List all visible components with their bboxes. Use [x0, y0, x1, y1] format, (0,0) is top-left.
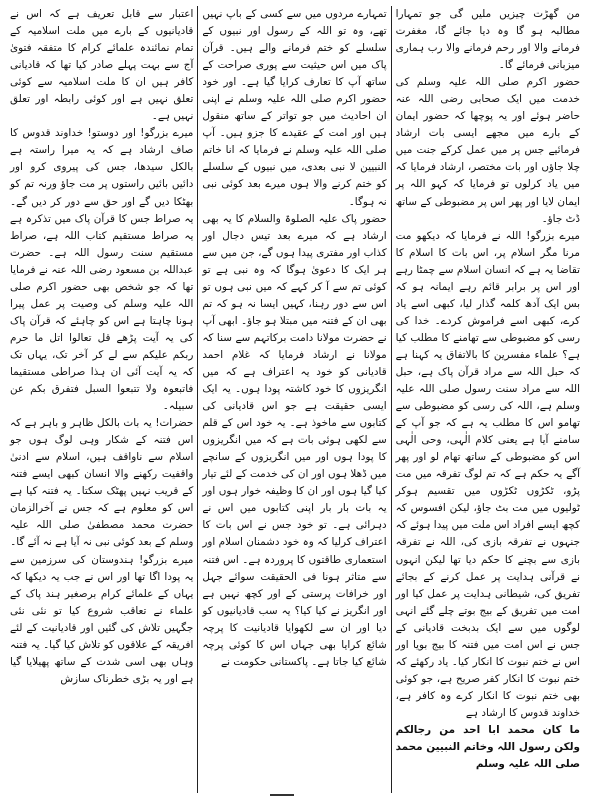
- paragraph: میرے بزرگو! اور دوستو! خداوند قدوس کا صاف ارشاد ہے کہ یہ میرا راستہ ہے بالکل سیدھا، جس کی پیروی کرو اور دائیں بائیں راستوں پر مت جاؤ ورنہ تم کو بھٹکا دیں گے اور حق سے دور کر دیں گے۔ یہ صراط جس کا قرآن پاک میں تذکرہ ہے یہ صراط مستقیم کتاب اللہ ہے، صراط مستقیم سنت رسول اللہ ہے۔ حضرت عبداللہ بن مسعود رضی اللہ عنہ نے فرمایا تھا کہ جو شخص بھی حضور اکرم صلی اللہ علیہ وسلم کی وصیت پر عمل پیرا ہونا چاہتا ہے اس کو چاہئے کہ قرآن پاک کی یہ آیت پڑھے قل تعالوا اتل ما حرم ربکم علیکم سے لے کر آخر تک، یہاں تک کہ یہ آیت آئی ان ہذا صراطی مستقیما فاتبعوہ ولا تتبعوا السبل فتفرق بکم عن سبیلہ۔: [10, 127, 194, 413]
- text-column-left: [6, 6, 197, 793]
- paragraph: حضور اکرم صلی اللہ علیہ وسلم کی خدمت میں ایک صحابی رضی اللہ عنہ حاضر ہوئے اور یہ پوچھا کہ حضور ایمان کے بارے میں مجھے ایسی بات ارشاد فرمائیے جس پر میں عمل کرکے جنت میں چلا جاؤں اور بات مختصر، ارشاد فرمایا کہ میں یاد کرلوں تو فرمایا کہ کہو اللہ پر ایمان لایا اور پھر اس پر مضبوطی کے ساتھ ڈٹ جاؤ۔: [395, 76, 580, 225]
- paragraph: میرے بزرگو! ہندوستان کی سرزمین سے یہ پودا اگا تھا اور اس نے جب یہ دیکھا کہ یہاں کے علمائے کرام برصغیر ہند پاک کے علماء نے تعاقب شروع کیا تو نئی نئی جگہیں تلاش کی گئیں اور قادیانیت کے لئے افریقہ کے علاقوں کو تلاش کیا گیا۔ یہ فتنہ وہاں بھی اسی شدت کے ساتھ پھیلایا گیا ہے اور یہ بڑی خطرناک سازش: [10, 553, 194, 685]
- paragraph: میرے بزرگو! اللہ نے فرمایا کہ دیکھو مت مرنا مگر اسلام پر، اس بات کا اسلام کا تقاضا یہ ہے کہ انسان اسلام سے چمٹا رہے اور اس پر برابر قائم رہے ایمانہ ہو کہ بس ایک آدھ کلمہ گذار لیا، کبھی اسے یاد کرے، کبھی اسے فراموش کردے۔ خدا کی رسی کو مضبوطی سے تھامنے کا مطلب کیا ہے؟ علماء مفسرین کا بالاتفاق یہ کہنا ہے کہ حبل اللہ سے مراد قرآن پاک ہے، حبل اللہ سے مراد سنت رسول صلی اللہ علیہ وسلم ہے، اللہ کی رسی کو مضبوطی سے تھامو اس کا مطلب یہ ہے کہ جو آپ کے سامنے آیا ہے یعنی کلام الٰہی، وحی الٰہی اس کو مضبوطی کے ساتھ تھام لو اور پھر آگے یہ حکم ہے کہ تم لوگ تفرقہ میں مت پڑو، ٹکڑوں ٹکڑوں میں تقسیم ہوکر ٹولیوں میں مت بٹ جاؤ، لیکن افسوس کہ کچھ ایسے افراد اس ملت میں پیدا ہوئے کہ جنہوں نے تفرقہ بازی کی، اللہ نے تفرقہ بازی سے بچنے کا حکم دیا تھا لیکن انہوں نے قرآنی ہدایت پر عمل کرنے کے بجائے تفریق کی، شیطانی ہدایت پر عمل کیا اور امت میں تفریق کے بیج بوتے چلے گئے انہی لوگوں میں سے ایک بدبخت قادیانی کے جس نے اس امت میں فتنہ کا بیج بویا اور اس نے ختم نبوت کا انکار کیا۔ یاد رکھئے کہ ختم نبوت کا انکار کفر صریح ہے، جو کوئی بھی ختم نبوت کا انکار کرے وہ کافر ہے، خداوند قدوس کا ارشاد ہے: [395, 229, 580, 719]
- page-footer-mark: [270, 786, 294, 796]
- paragraph: حضور پاک علیہ الصلوۃ والسلام کا یہ بھی ارشاد ہے کہ میرے بعد تیس دجال اور کذاب اور مفتری پیدا ہوں گے، جن میں سے ہر ایک کا دعویٰ ہوگا کہ وہ نبی ہے تو کوئی تم سے آ کر کہے کہ میں نبی ہوں تو اس سے دور رہنا، کہیں ایسا نہ ہو کہ تم بھی ان کے فتنہ میں مبتلا ہو جاؤ۔ ابھی آپ نے حضرت مولانا دامت برکاتہم سے سنا کہ مولانا نے ارشاد فرمایا کہ غلام احمد قادیانی کو خود یہ اعتراف ہے کہ میں انگریزوں کا خود کاشتہ پودا ہوں۔ یہ ایک ایسی حقیقت ہے جو اس قادیانی کی کتابوں سے ماخوذ ہے۔ یہ خود اس کے قلم سے لکھی ہوئی بات ہے کہ میں انگریزوں کا پودا ہوں اور میں انگریزوں کے سانچے میں ڈھلا ہوں اور ان کی خدمت کے لئے تیار کیا گیا ہوں اور ان کا وظیفہ خوار ہوں اور یہ بات بار بار اپنی کتابوں میں اس نے دہرائی ہے۔ تو خود جس نے اس بات کا اعتراف کرلیا کہ وہ خود دشمنان اسلام اور استعماری طاقتوں کا پروردہ ہے۔ اس فتنہ سے متاثر ہونا فی الحقیقت سوائے جہل اور خرافات پرستی کے اور کچھ نہیں ہے اور انگریز نے کیا کیا؟ یہ سب قادیانیوں کو دیا اور ان سے لکھوایا قادیانیت کا پرچہ شائع کرایا بھی جہاں اس کا کوئی پرچہ شائع کیا جاتا ہے۔ پاکستانی حکومت نے: [202, 212, 387, 668]
- paragraph: حضرات! یہ بات بالکل ظاہر و باہر ہے کہ اس فتنہ کے شکار وہی لوگ ہوں جو اسلام سے ناواقف ہیں، اسلام سے ادنیٰ واقفیت رکھنے والا انسان کبھی ایسے فتنہ کے قریب نہیں پھٹک سکتا۔ یہ فتنہ کیا ہے اس کو معلوم ہے کہ جس نے آخرالزمان حضرت محمد مصطفیٰ صلی اللہ علیہ وسلم کے بعد کوئی نبی نہ آیا ہے نہ آئے گا۔: [10, 417, 194, 549]
- paragraph: من گھڑت چیزیں ملیں گی جو تمہارا مطالبہ ہو گا وہ دیا جائے گا، مغفرت فرمانے والا اور رحم فرمانے والا رب ہماری میزبانی فرمائے گا۔: [395, 8, 580, 72]
- paragraph: تمہارے مردوں میں سے کسی کے باپ نہیں تھے، وہ تو اللہ کے رسول اور نبیوں کے سلسلے کو ختم فرمانے والے ہیں۔ قرآن پاک میں اس حیثیت سے پوری صراحت کے ساتھ آپ کا تعارف کرایا گیا ہے۔ اور خود حضور اکرم صلی اللہ علیہ وسلم نے اپنی ان احادیث میں جو تواتر کے ساتھ منقول ہیں اور امت کے عقیدے کا جزو ہیں۔ آپ صلی اللہ علیہ وسلم نے فرمایا کہ انا خاتم النبیین لا نبی بعدی، میں نبیوں کے سلسلے کو ختم کرنے والا ہوں میرے بعد کوئی نبی نہ ہوگا۔: [202, 8, 387, 208]
- text-column-right: [392, 6, 584, 793]
- quran-verse: ما کان محمد ابا احد من رجالکم ولکن رسول اللہ وخاتم النبیین محمد صلی اللہ علیہ وسلم: [395, 723, 580, 771]
- text-column-middle: [198, 6, 390, 793]
- paragraph: اعتبار سے قابل تعریف ہے کہ اس نے قادیانیوں کے بارے میں ملت اسلامیہ کے تمام نمائندہ علمائے کرام کا متفقہ فتویٰ آج سے بہت پہلے صادر کیا تھا کہ قادیانی کافر ہیں ان کا ملت اسلامیہ سے کوئی تعلق نہیں ہے اور کوئی رابطہ اور تعلق نہیں ہے۔: [10, 8, 194, 123]
